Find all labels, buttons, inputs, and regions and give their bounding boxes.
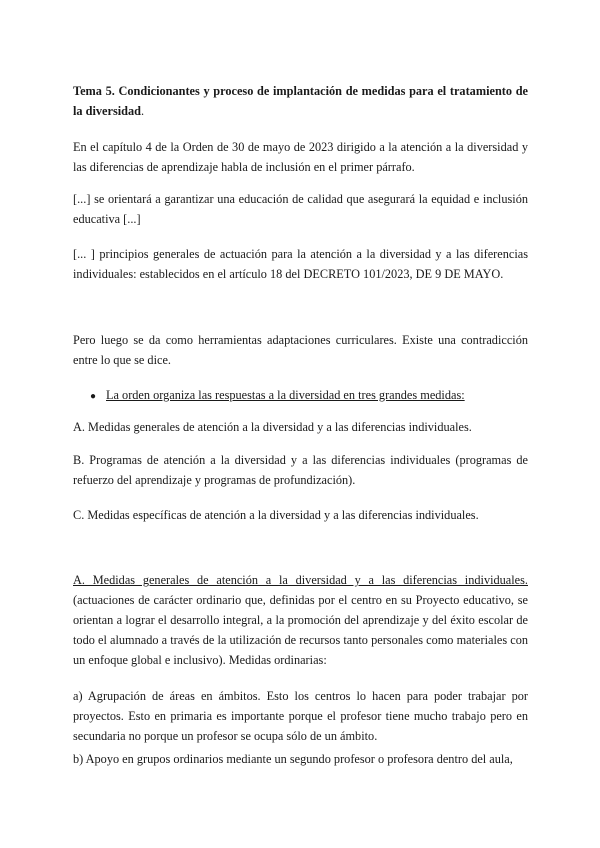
paragraph-quote-2: [... ] principios generales de actuación para la atención a la diversidad y a las diferencias individuales: establecidos en el artículo 18 del DECRETO 101/2023, DE 9 DE MAYO. [73,247,528,281]
heading-text: Tema 5. Condicionantes y proceso de implantación de medidas para el tratamiento de la diversidad [73,84,528,118]
section-a-paragraph [73,570,528,670]
bullet-item [90,385,530,407]
list-item-a: a) Agrupación de áreas en ámbitos. Esto los centros lo hacen para poder trabajar por proyectos. Esto en primaria es importante porque el profesor tiene mucho trabajo pero en secundaria no porque un profesor se ocupa sólo de un ámbito. [73,689,528,743]
measure-b: B. Programas de atención a la diversidad y a las diferencias individuales (programas de refuerzo del aprendizaje y programas de profundización). [73,453,528,487]
paragraph-intro: En el capítulo 4 de la Orden de 30 de mayo de 2023 dirigido a la atención a la diversidad y las diferencias de aprendizaje habla de inclusión en el primer párrafo. [73,140,528,174]
measure-c: C. Medidas específicas de atención a la diversidad y a las diferencias individuales. [73,508,479,522]
section-a-body: (actuaciones de carácter ordinario que, definidas por el centro en su Proyecto educativo, se orientan a lograr el desarrollo integral, a la promoción del aprendizaje y del éxito escolar de todo el alumnado a través de la utilización de recursos tanto personales como materiales con un enfoque global e inclusivo). Medidas ordinarias: [73,593,528,667]
paragraph-quote-1: [...] se orientará a garantizar una educación de calidad que asegurará la equidad e inclusión educativa [...] [73,192,528,226]
list-item-b: b) Apoyo en grupos ordinarios mediante un segundo profesor o profesora dentro del aula, [73,752,513,766]
section-a-title: A. Medidas generales de atención a la diversidad y a las diferencias individuales. [73,573,528,587]
heading-suffix: . [141,104,145,118]
bullet-text: La orden organiza las respuestas a la diversidad en tres grandes medidas: [106,388,465,402]
page-heading [73,81,528,121]
paragraph-contradiction: Pero luego se da como herramientas adaptaciones curriculares. Existe una contradicción entre lo que se dice. [73,333,528,367]
bullet-icon: ● [90,391,97,402]
measure-a: A. Medidas generales de atención a la diversidad y a las diferencias individuales. [73,420,472,434]
